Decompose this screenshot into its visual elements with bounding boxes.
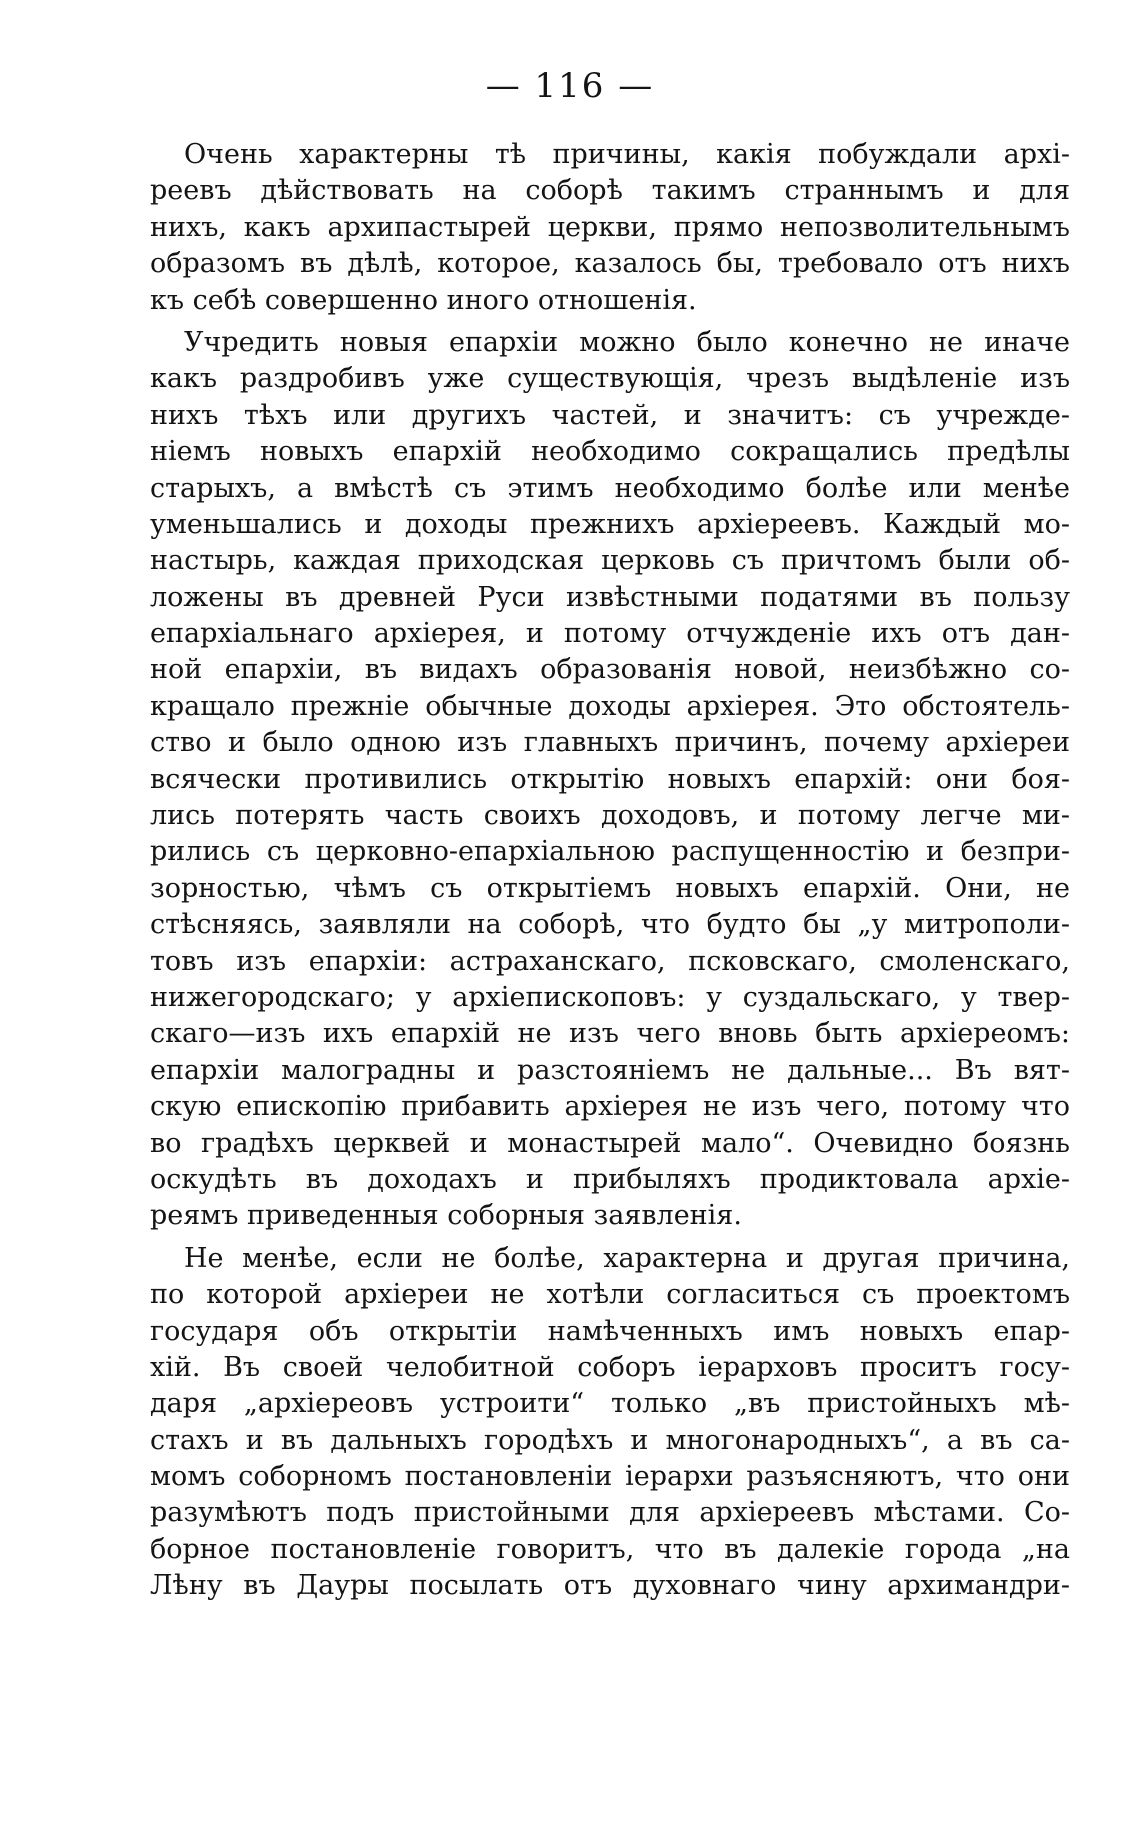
text-line: хій. Въ своей челобитной соборъ іерарховъ проситъ госу- [150, 1351, 1070, 1383]
text-line: ство и было одною изъ главныхъ причинъ, почему архіереи [150, 727, 1070, 759]
text-line: нихъ, какъ архипастырей церкви, прямо непозволительнымъ [150, 211, 1070, 243]
text-line: настырь, каждая приходская церковь съ причтомъ были об- [150, 545, 1070, 577]
text-line: лись потерять часть своихъ доходовъ, и потому легче ми- [150, 800, 1070, 832]
text-line: старыхъ, а вмѣстѣ съ этимъ необходимо болѣе или менѣе [150, 472, 1070, 504]
text-line: епархіальнаго архіерея, и потому отчужденіе ихъ отъ дан- [150, 618, 1070, 650]
text-line: скаго—изъ ихъ епархій не изъ чего вновь быть архіереомъ: [150, 1018, 1070, 1050]
paragraph-2 [150, 325, 1070, 1235]
text-line: стѣсняясь, заявляли на соборѣ, что будто бы „у митрополи- [150, 909, 1070, 941]
page-number: — 116 — [485, 66, 655, 106]
text-line: нижегородскаго; у архіепископовъ: у суздальскаго, у твер- [150, 981, 1070, 1013]
text-line: нихъ тѣхъ или другихъ частей, и значитъ: съ учрежде- [150, 399, 1070, 431]
text-line: Учредить новыя епархіи можно было конечно не иначе [184, 326, 1070, 358]
text-line: всячески противились открытію новыхъ епархій: они боя- [150, 763, 1070, 795]
text-line: какъ раздробивъ уже существующія, чрезъ выдѣленіе изъ [150, 363, 1070, 395]
text-line: рились съ церковно-епархіальною распущенностію и безпри- [150, 836, 1070, 868]
text-line: скую епископію прибавить архіерея не изъ чего, потому что [150, 1091, 1070, 1123]
text-line: разумѣютъ подъ пристойными для архіереевъ мѣстами. Со- [150, 1497, 1070, 1529]
text-line: ложены въ древней Руси извѣстными податями въ пользу [150, 581, 1070, 613]
text-line: образомъ въ дѣлѣ, которое, казалось бы, требовало отъ нихъ [150, 248, 1070, 280]
text-line: кращало прежніе обычные доходы архіерея. Это обстоятель- [150, 690, 1070, 722]
text-line: борное постановленіе говоритъ, что въ далекіе города „на [150, 1533, 1070, 1565]
text-line: во градѣхъ церквей и монастырей мало“. Очевидно боязнь [150, 1127, 1070, 1159]
paragraph-3 [150, 1241, 1070, 1605]
text-line: Очень характерны тѣ причины, какія побуждали архі- [184, 139, 1070, 170]
text-line: Не менѣе, если не болѣе, характерна и другая причина, [184, 1242, 1070, 1274]
text-line: ной епархіи, въ видахъ образованія новой, неизбѣжно со- [150, 654, 1070, 686]
text-line: момъ соборномъ постановленіи іерархи разъясняютъ, что они [150, 1461, 1070, 1493]
text-line: уменьшались и доходы прежнихъ архіереевъ. Каждый мо- [150, 508, 1070, 540]
paragraph-1 [150, 137, 1070, 319]
text-line: по которой архіереи не хотѣли согласиться съ проектомъ [150, 1279, 1070, 1311]
text-line: стахъ и въ дальныхъ городѣхъ и многонародныхъ“, а въ са- [150, 1424, 1070, 1456]
text-line: даря „архіереовъ устроити“ только „въ пристойныхъ мѣ- [150, 1388, 1070, 1420]
text-line: епархіи малоградны и разстояніемъ не дальные... Въ вят- [150, 1054, 1070, 1086]
text-line: реевъ дѣйствовать на соборѣ такимъ страннымъ и для [150, 175, 1070, 207]
text-line: ніемъ новыхъ епархій необходимо сокращались предѣлы [150, 436, 1070, 468]
text-line: реямъ приведенныя соборныя заявленія. [150, 1200, 742, 1232]
text-line: оскудѣть въ доходахъ и прибыляхъ продиктовала архіе- [150, 1163, 1070, 1195]
text-line: товъ изъ епархіи: астраханскаго, псковскаго, смоленскаго, [150, 945, 1070, 977]
text-line: Лѣну въ Дауры посылать отъ духовнаго чину архимандри- [150, 1570, 1070, 1602]
text-line: къ себѣ совершенно иного отношенія. [150, 284, 697, 316]
body-text [150, 137, 1070, 1605]
text-line: зорностью, чѣмъ съ открытіемъ новыхъ епархій. Они, не [150, 872, 1070, 904]
text-line: государя объ открытіи намѣченныхъ имъ новыхъ епар- [150, 1315, 1070, 1347]
